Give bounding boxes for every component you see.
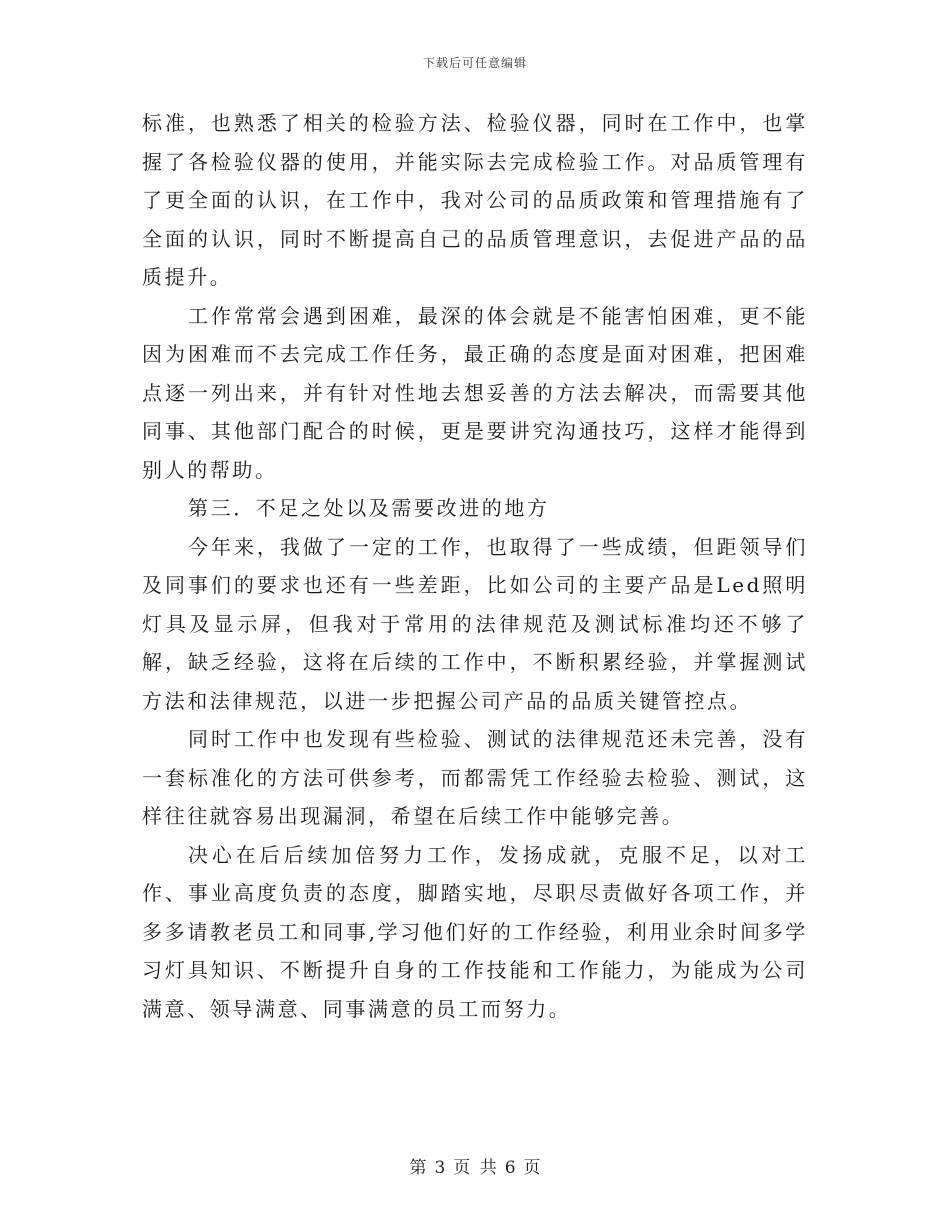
paragraph-5: 决心在后后续加倍努力工作，发扬成就，克服不足，以对工作、事业高度负责的态度，脚踏实地，尽职尽责做好各项工作，并多多请教老员工和同事,学习他们好的工作经验，利用业余时间多学习灯具知识、不断提升自身的工作技能和工作能力，为能成为公司满意、领导满意、同事满意的员工而努力。 [142, 842, 808, 1021]
paragraph-4: 同时工作中也发现有些检验、测试的法律规范还未完善，没有一套标准化的方法可供参考，而都需凭工作经验去检验、测试，这样往往就容易出现漏洞，希望在后续工作中能够完善。 [142, 727, 808, 828]
page-label-mid: 页 共 [453, 1158, 497, 1178]
document-body [142, 104, 808, 1028]
page-label-suffix: 页 [523, 1158, 541, 1178]
paragraph-1: 标准，也熟悉了相关的检验方法、检验仪器，同时在工作中，也掌握了各检验仪器的使用，并能实际去完成检验工作。对品质管理有了更全面的认识，在工作中，我对公司的品质政策和管理措施有了全面的认识，同时不断提高自己的品质管理意识，去促进产品的品质提升。 [142, 111, 808, 289]
current-page-number: 3 [434, 1158, 446, 1178]
page-footer [0, 1153, 950, 1178]
header-note: 下载后可任意编辑 [422, 56, 527, 70]
page-label-prefix: 第 [409, 1158, 427, 1178]
section-heading: 第三．不足之处以及需要改进的地方 [188, 496, 550, 520]
paragraph-2: 工作常常会遇到困难，最深的体会就是不能害怕困难，更不能因为困难而不去完成工作任务，最正确的态度是面对困难，把困难点逐一列出来，并有针对性地去想妥善的方法去解决，而需要其他同事、其他部门配合的时候，更是要讲究沟通技巧，这样才能得到别人的帮助。 [142, 303, 808, 482]
total-pages-number: 6 [504, 1158, 516, 1178]
paragraph-3: 今年来，我做了一定的工作，也取得了一些成绩，但距领导们及同事们的要求也还有一些差距，比如公司的主要产品是Led照明灯具及显示屏，但我对于常用的法律规范及测试标准均还不够了解，缺乏经验，这将在后续的工作中，不断积累经验，并掌握测试方法和法律规范，以进一步把握公司产品的品质关键管控点。 [142, 534, 808, 713]
